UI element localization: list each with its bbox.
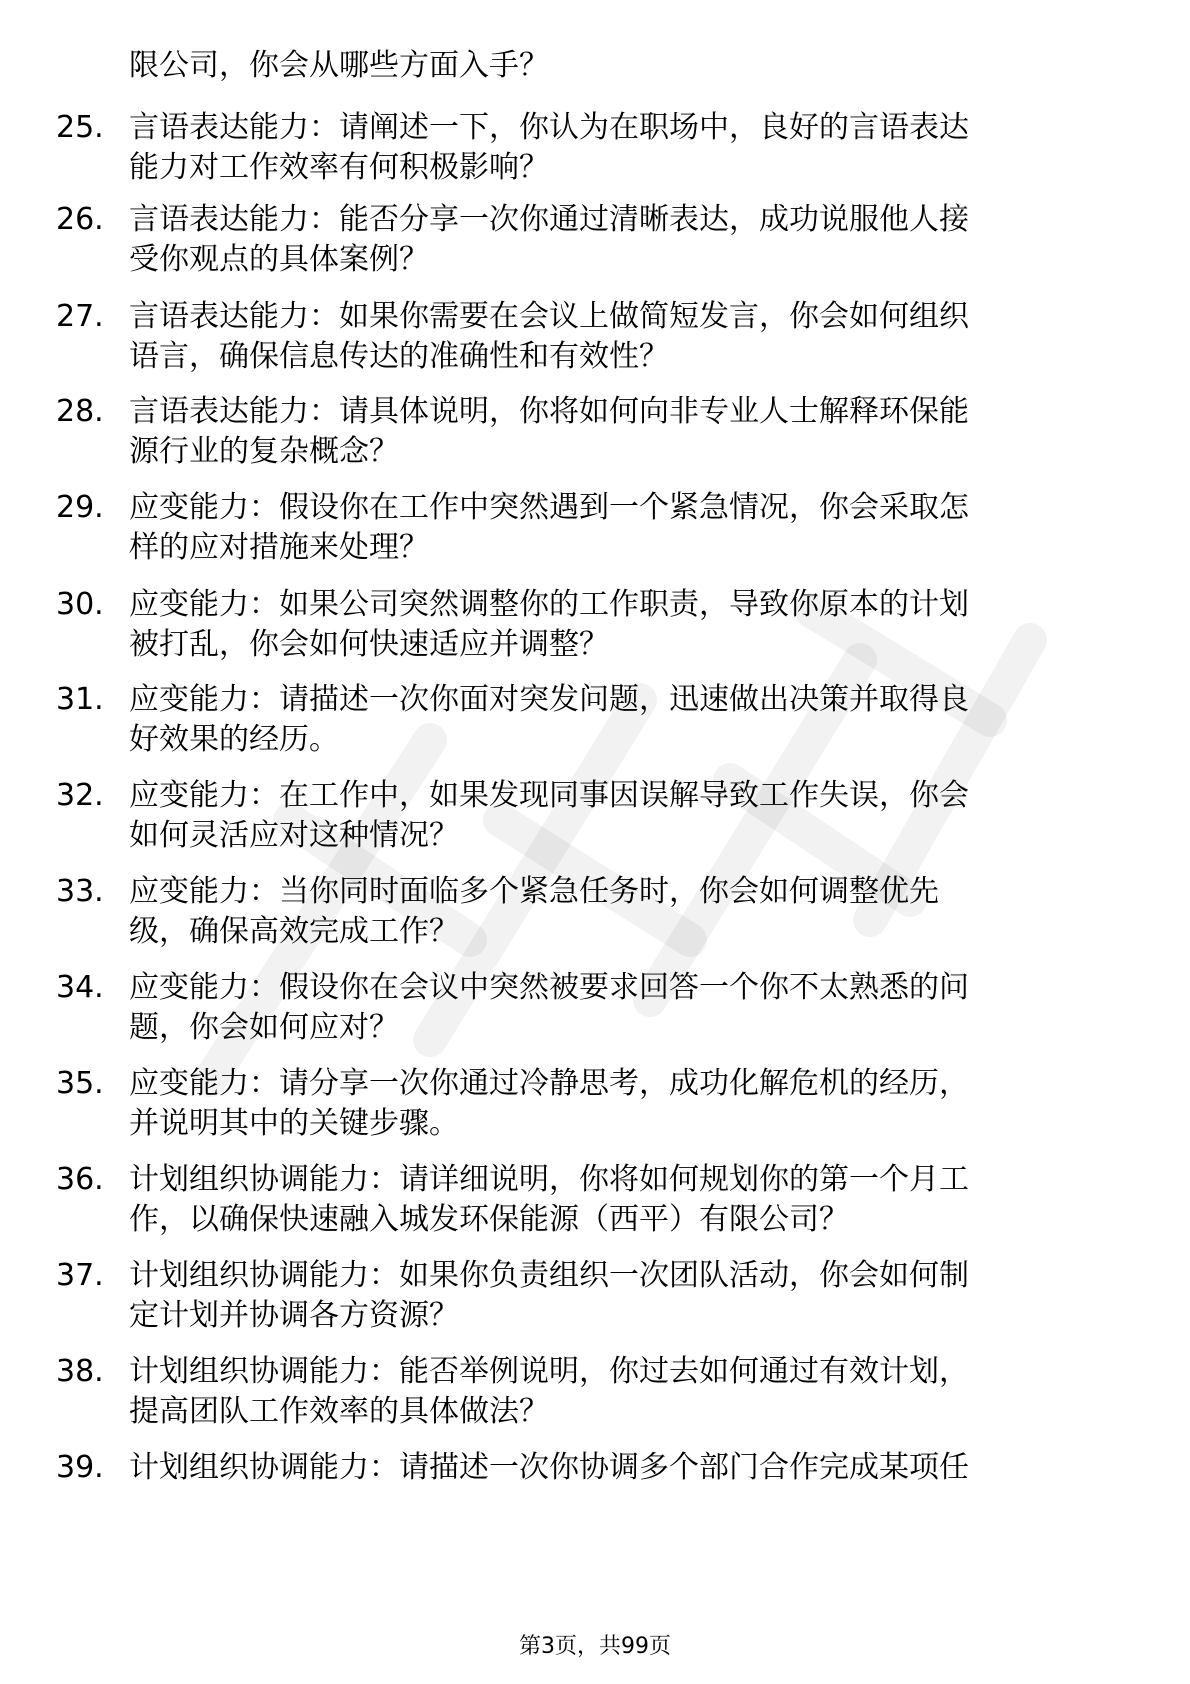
item-line: 定计划并协调各方资源？ xyxy=(129,1298,459,1333)
item-number: 38. xyxy=(56,1354,104,1389)
item-line: 言语表达能力：能否分享一次你通过清晰表达，成功说服他人接 xyxy=(129,202,969,237)
item-number: 39. xyxy=(56,1450,104,1485)
item-line: 提高团队工作效率的具体做法？ xyxy=(129,1394,549,1429)
item-line: 应变能力：假设你在工作中突然遇到一个紧急情况，你会采取怎 xyxy=(129,490,969,525)
item-line: 题，你会如何应对？ xyxy=(129,1010,399,1045)
item-number: 26. xyxy=(56,202,104,237)
item-line: 作，以确保快速融入城发环保能源（西平）有限公司？ xyxy=(129,1202,849,1237)
item-number: 27. xyxy=(56,299,104,334)
item-line: 应变能力：请分享一次你通过冷静思考，成功化解危机的经历， xyxy=(129,1066,969,1101)
item-line: 应变能力：请描述一次你面对突发问题，迅速做出决策并取得良 xyxy=(129,682,969,717)
item-text xyxy=(129,1448,1129,1488)
item-number: 35. xyxy=(56,1066,104,1101)
item-text xyxy=(129,392,1129,472)
item-line: 应变能力：在工作中，如果发现同事因误解导致工作失误，你会 xyxy=(129,778,969,813)
item-number: 36. xyxy=(56,1162,104,1197)
item-line: 如何灵活应对这种情况？ xyxy=(129,818,459,853)
item-text xyxy=(129,968,1129,1048)
item-line: 受你观点的具体案例？ xyxy=(129,242,429,277)
continuation-text: 限公司，你会从哪些方面入手？ xyxy=(129,48,549,83)
item-text xyxy=(129,1352,1129,1432)
item-text xyxy=(129,108,1129,188)
item-number: 25. xyxy=(56,110,104,145)
page-footer: 第3页，共99页 xyxy=(519,1634,671,1659)
item-line: 言语表达能力：请具体说明，你将如何向非专业人士解释环保能 xyxy=(129,394,969,429)
item-line: 语言，确保信息传达的准确性和有效性？ xyxy=(129,339,669,374)
item-text xyxy=(129,872,1129,952)
item-text xyxy=(129,297,1129,377)
item-line: 被打乱，你会如何快速适应并调整？ xyxy=(129,627,609,662)
item-text xyxy=(129,488,1129,568)
item-line: 好效果的经历。 xyxy=(129,722,339,757)
item-text xyxy=(129,585,1129,665)
item-line: 言语表达能力：如果你需要在会议上做简短发言，你会如何组织 xyxy=(129,299,969,334)
item-line: 样的应对措施来处理？ xyxy=(129,530,429,565)
item-text xyxy=(129,1256,1129,1336)
item-text xyxy=(129,200,1129,280)
item-number: 30. xyxy=(56,587,104,622)
item-line: 应变能力：如果公司突然调整你的工作职责，导致你原本的计划 xyxy=(129,587,969,622)
item-line: 级，确保高效完成工作？ xyxy=(129,914,459,949)
item-line: 计划组织协调能力：如果你负责组织一次团队活动，你会如何制 xyxy=(129,1258,969,1293)
item-line: 并说明其中的关键步骤。 xyxy=(129,1106,459,1141)
item-text xyxy=(129,776,1129,856)
item-number: 31. xyxy=(56,682,104,717)
item-line: 源行业的复杂概念？ xyxy=(129,434,399,469)
item-line: 应变能力：当你同时面临多个紧急任务时，你会如何调整优先 xyxy=(129,874,939,909)
item-number: 32. xyxy=(56,778,104,813)
item-line: 能力对工作效率有何积极影响？ xyxy=(129,150,549,185)
item-number: 29. xyxy=(56,490,104,525)
item-number: 33. xyxy=(56,874,104,909)
item-line: 计划组织协调能力：请描述一次你协调多个部门合作完成某项任 xyxy=(129,1450,969,1485)
item-text xyxy=(129,1160,1129,1240)
item-text xyxy=(129,680,1129,760)
item-line: 言语表达能力：请阐述一下，你认为在职场中，良好的言语表达 xyxy=(129,110,969,145)
item-line: 应变能力：假设你在会议中突然被要求回答一个你不太熟悉的问 xyxy=(129,970,969,1005)
item-number: 28. xyxy=(56,394,104,429)
item-number: 37. xyxy=(56,1258,104,1293)
item-text xyxy=(129,1064,1129,1144)
item-line: 计划组织协调能力：能否举例说明，你过去如何通过有效计划， xyxy=(129,1354,969,1389)
item-number: 34. xyxy=(56,970,104,1005)
item-line: 计划组织协调能力：请详细说明，你将如何规划你的第一个月工 xyxy=(129,1162,969,1197)
